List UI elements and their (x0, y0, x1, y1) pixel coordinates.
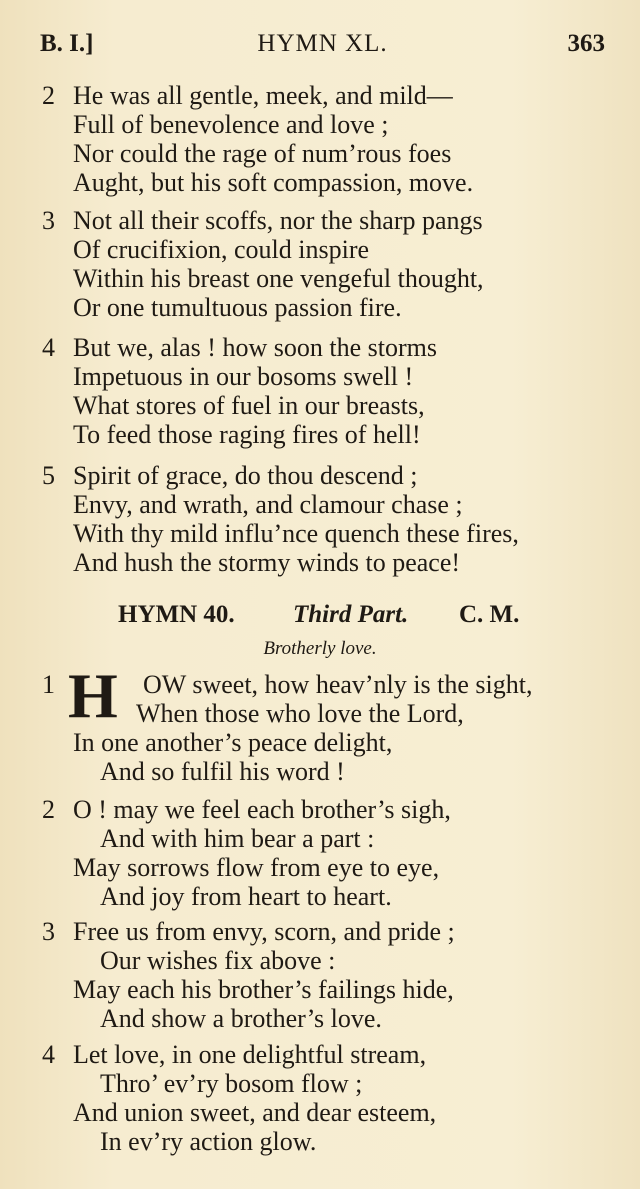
verse-number: 3 (42, 917, 55, 946)
verse-number: 5 (42, 461, 55, 490)
verse-number: 3 (42, 206, 55, 235)
verse-line: May sorrows flow from eye to eye, (73, 853, 440, 882)
hymn-part: Third Part. (293, 601, 409, 628)
verse-line: May each his brother’s failings hide, (73, 975, 454, 1004)
hymn-heading (0, 598, 640, 632)
verse-line: Or one tumultuous passion fire. (73, 293, 402, 322)
verse-number: 2 (42, 795, 55, 824)
running-title: HYMN XL. (257, 30, 388, 57)
verse-line: Aught, but his soft compassion, move. (73, 168, 474, 197)
verse-line: Thro’ ev’ry bosom flow ; (100, 1069, 363, 1098)
drop-cap-letter: H (68, 660, 118, 731)
verse-line: Let love, in one delightful stream, (73, 1040, 427, 1069)
verse-line: In ev’ry action glow. (100, 1127, 317, 1156)
verse-line: With thy mild influ’nce quench these fires, (73, 519, 519, 548)
verse-line: Not all their scoffs, nor the sharp pangs (73, 206, 483, 235)
verse-line: Free us from envy, scorn, and pride ; (73, 917, 455, 946)
verse-line: To feed those raging fires of hell! (73, 420, 421, 449)
verse-line: OW sweet, how heav’nly is the sight, (143, 670, 533, 699)
verse-number: 1 (42, 670, 55, 699)
verse-line: And hush the stormy winds to peace! (73, 548, 461, 577)
verse-line: Spirit of grace, do thou descend ; (73, 461, 418, 490)
verse-line: In one another’s peace delight, (73, 728, 393, 757)
verse-line: And so fulfil his word ! (100, 757, 345, 786)
verse-line: Envy, and wrath, and clamour chase ; (73, 490, 463, 519)
hymn-meter: C. M. (459, 601, 520, 628)
book-section-label: B. I.] (40, 30, 94, 57)
verse-line: He was all gentle, meek, and mild— (73, 81, 453, 110)
hymn-number: HYMN 40. (118, 601, 235, 628)
hymn-subtitle: Brotherly love. (263, 638, 377, 659)
verse-line: When those who love the Lord, (136, 699, 464, 728)
verse-number: 4 (42, 1040, 55, 1069)
page-number: 363 (567, 30, 605, 57)
verse-line: Within his breast one vengeful thought, (73, 264, 484, 293)
verse-line: But we, alas ! how soon the storms (73, 333, 437, 362)
verse-number: 4 (42, 333, 55, 362)
verse-line: Of crucifixion, could inspire (73, 235, 370, 264)
verse-line: And union sweet, and dear esteem, (73, 1098, 437, 1127)
verse-line: Our wishes fix above : (100, 946, 336, 975)
verse-line: Impetuous in our bosoms swell ! (73, 362, 414, 391)
verse-line: Full of benevolence and love ; (73, 110, 389, 139)
page-header (40, 30, 605, 70)
verse-line: What stores of fuel in our breasts, (73, 391, 425, 420)
verse-line: O ! may we feel each brother’s sigh, (73, 795, 451, 824)
verse-line: And show a brother’s love. (100, 1004, 382, 1033)
verse-number: 2 (42, 81, 55, 110)
verse-line: And joy from heart to heart. (100, 882, 392, 911)
verse-line: And with him bear a part : (100, 824, 375, 853)
verse-line: Nor could the rage of num’rous foes (73, 139, 452, 168)
